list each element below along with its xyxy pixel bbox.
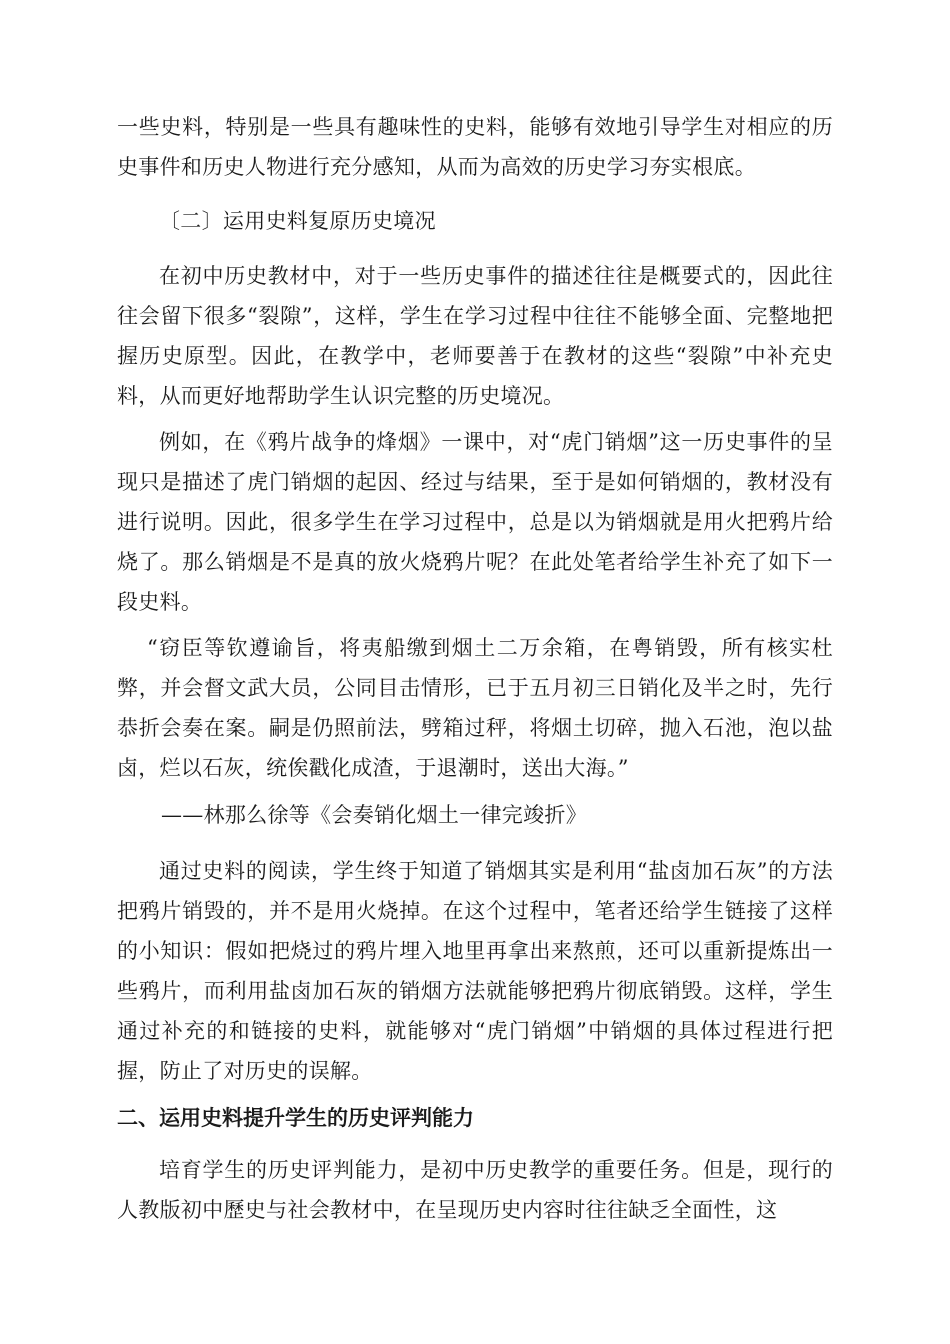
quote-attribution: ——林那么徐等《会奏销化烟土一律完竣折》 (161, 803, 587, 827)
section-heading-evaluation: 二、运用史料提升学生的历史评判能力 (117, 1106, 474, 1130)
paragraph-reading-outcome: 通过史料的阅读，学生终于知道了销烟其实是利用“盐卤加石灰”的方法把鸦片销毁的，并不是用火烧掉。在这个过程中，笔者还给学生链接了这样的小知识：假如把烧过的鸦片埋入地里再拿出来熬煎，还可以重新提炼出一些鸦片，而利用盐卤加石灰的销烟方法就能够把鸦片彻底销毁。这样，学生通过补充的和链接的史料，就能够对“虎门销烟”中销烟的具体过程进行把握，防止了对历史的误解。 (117, 859, 833, 1083)
quote-historical-source: “窃臣等钦遵谕旨，将夷船缴到烟土二万余箱，在粤销毁，所有核实杜弊，并会督文武大员，公同目击情形，已于五月初三日销化及半之时，先行恭折会奏在案。嗣是仍照前法，劈箱过秤，将烟土切碎，抛入石池，泡以盐卤，烂以石灰，统俟戳化成渣，于退潮时，送出大海。” (117, 636, 833, 780)
subheading-restore-history: 〔二〕运用史料复原历史境况 (159, 209, 436, 233)
paragraph-textbook-gaps: 在初中历史教材中，对于一些历史事件的描述往往是概要式的，因此往往会留下很多“裂隙”，这样，学生在学习过程中往往不能够全面、完整地把握历史原型。因此，在教学中，老师要善于在教材的这些“裂隙”中补充史料，从而更好地帮助学生认识完整的历史境况。 (117, 264, 833, 408)
paragraph-continuation: 一些史料，特别是一些具有趣味性的史料，能够有效地引导学生对相应的历史事件和历史人物进行充分感知，从而为高效的历史学习夯实根底。 (117, 115, 833, 179)
paragraph-opium-example: 例如，在《鸦片战争的烽烟》一课中，对“虎门销烟”这一历史事件的呈现只是描述了虎门销烟的起因、经过与结果，至于是如何销烟的，教材没有进行说明。因此，很多学生在学习过程中，总是以为销烟就是用火把鸦片给烧了。那么销烟是不是真的放火烧鸦片呢？在此处笔者给学生补充了如下一段史料。 (117, 430, 833, 614)
paragraph-evaluation-ability: 培育学生的历史评判能力，是初中历史教学的重要任务。但是，现行的人教版初中歷史与社会教材中，在呈现历史内容时往往缺乏全面性，这 (117, 1158, 833, 1222)
